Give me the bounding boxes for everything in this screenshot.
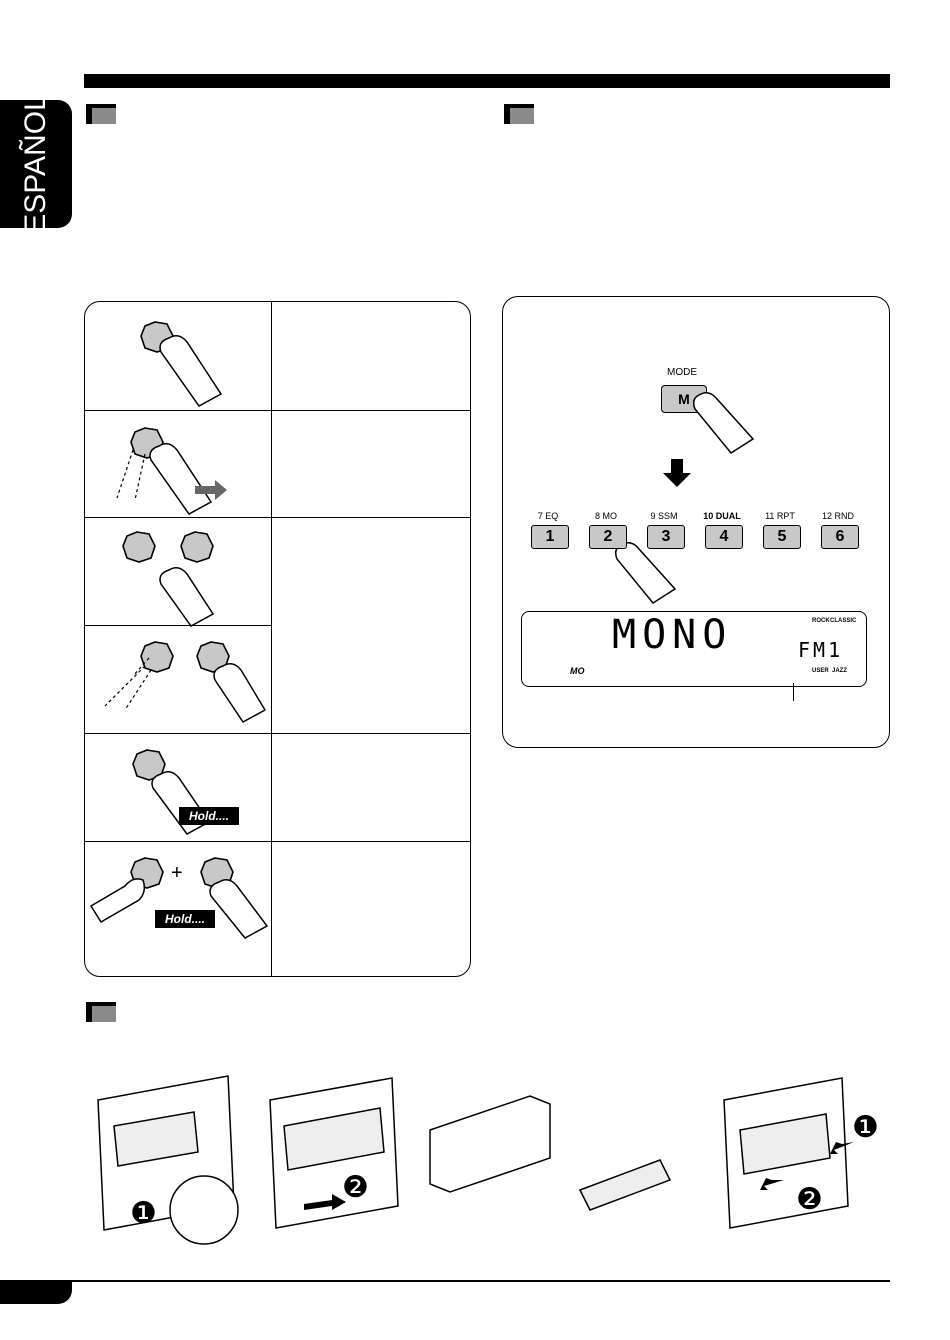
function-label: 7 EQ bbox=[537, 511, 559, 521]
button-operations-table bbox=[84, 301, 471, 977]
section-mark-icon bbox=[86, 104, 116, 124]
table-divider bbox=[271, 302, 272, 976]
step-number-1: ❶ bbox=[130, 1197, 157, 1230]
finger-icon bbox=[210, 880, 267, 938]
function-key-row bbox=[521, 511, 881, 551]
language-tab-label: ESPAÑOL bbox=[19, 94, 52, 234]
button-icon bbox=[181, 532, 213, 562]
plus-sign: + bbox=[171, 862, 183, 884]
function-label: 11 RPT bbox=[765, 511, 795, 521]
mode-button[interactable]: M bbox=[661, 385, 707, 413]
eq-label: CLASSIC bbox=[830, 618, 857, 624]
table-row-separator bbox=[271, 841, 470, 842]
table-row-separator bbox=[271, 517, 470, 518]
section-mark-icon bbox=[504, 104, 534, 124]
table-row-separator bbox=[271, 410, 470, 411]
finger-icon bbox=[214, 664, 265, 722]
function-label: 9 SSM bbox=[650, 511, 678, 521]
step-number-2: ❷ bbox=[342, 1171, 369, 1204]
button-icon bbox=[123, 532, 155, 562]
header-rule bbox=[84, 74, 890, 88]
mode-function-panel bbox=[502, 296, 890, 748]
table-row-separator bbox=[271, 733, 470, 734]
finger-icon bbox=[694, 393, 753, 453]
step-number-2: ❷ bbox=[796, 1183, 823, 1216]
display-main-text: MONO bbox=[612, 612, 733, 658]
eq-label: JAZZ bbox=[832, 668, 847, 674]
preset-button-1[interactable]: 1 bbox=[531, 525, 569, 549]
finger-icon bbox=[616, 543, 675, 603]
finger-icon bbox=[91, 879, 144, 922]
callout-line bbox=[793, 683, 794, 701]
hold-label: Hold.... bbox=[155, 910, 215, 928]
language-tab bbox=[0, 94, 72, 234]
finger-icon bbox=[160, 568, 213, 626]
display-mo-indicator: MO bbox=[570, 666, 585, 676]
display-band-text: FM1 bbox=[798, 638, 844, 662]
hold-label: Hold.... bbox=[179, 807, 239, 825]
button-icon bbox=[141, 642, 173, 672]
function-label: 10 DUAL bbox=[703, 511, 741, 521]
footer-rule bbox=[0, 1280, 890, 1282]
section-mark-icon bbox=[86, 1002, 116, 1022]
preset-button-5[interactable]: 5 bbox=[763, 525, 801, 549]
eq-label: USER bbox=[812, 668, 829, 674]
step-number-1: ❶ bbox=[852, 1111, 879, 1144]
eq-label: ROCK bbox=[812, 618, 830, 624]
finger-icon bbox=[150, 444, 211, 514]
preset-button-2[interactable]: 2 bbox=[589, 525, 627, 549]
function-label: 12 RND bbox=[821, 511, 854, 521]
mode-label: MODE bbox=[667, 367, 697, 378]
preset-button-6[interactable]: 6 bbox=[821, 525, 859, 549]
preset-button-4[interactable]: 4 bbox=[705, 525, 743, 549]
lcd-display bbox=[521, 611, 867, 687]
function-label: 8 MO bbox=[594, 511, 617, 521]
page-number-badge bbox=[0, 1282, 72, 1304]
release-button-icon bbox=[170, 1176, 238, 1244]
down-arrow-icon bbox=[663, 459, 691, 487]
storage-case-icon bbox=[430, 1096, 550, 1192]
motion-trail-icon bbox=[117, 450, 145, 500]
finger-icon bbox=[160, 336, 221, 406]
faceplate-icon bbox=[580, 1160, 670, 1210]
control-panel-detach-illustrations bbox=[84, 1070, 890, 1250]
preset-button-3[interactable]: 3 bbox=[647, 525, 685, 549]
